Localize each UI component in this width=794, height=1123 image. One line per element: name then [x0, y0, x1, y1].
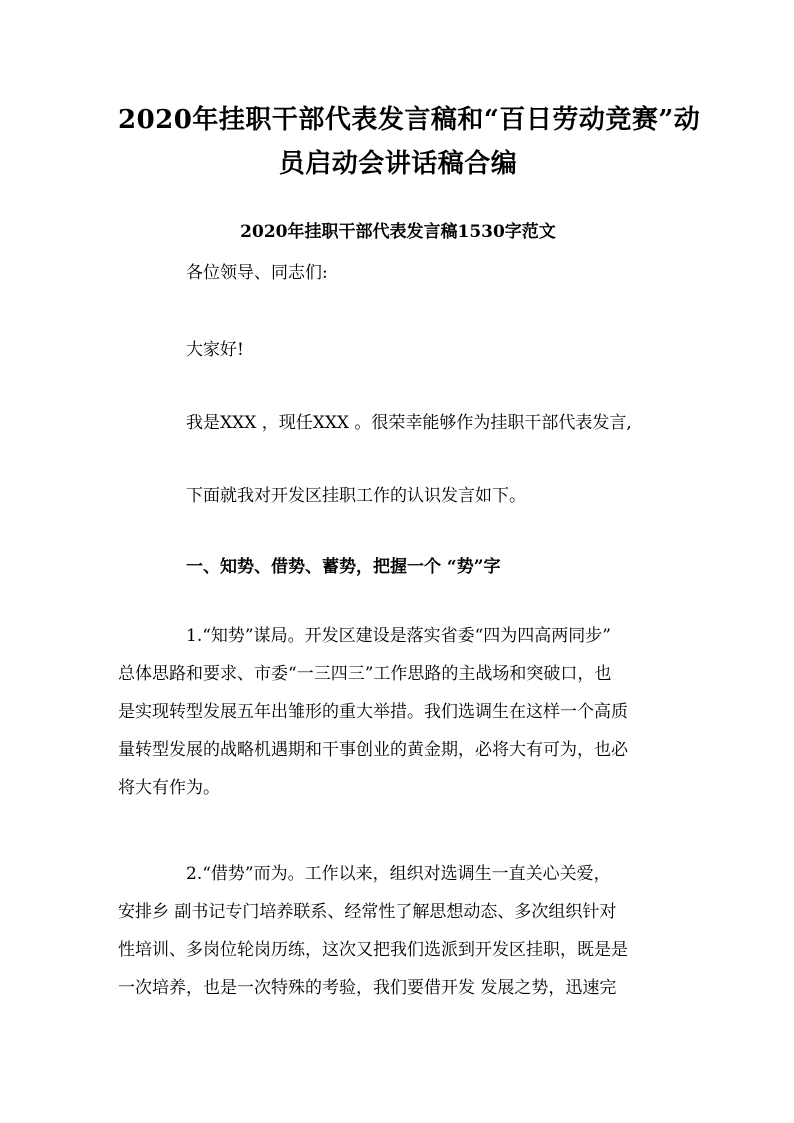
document-title: [118, 98, 701, 186]
intro-line-2: 下面就我对开发区挂职工作的认识发言如下。: [186, 486, 526, 506]
paragraph-2-line: 一次培养，也是一次特殊的考验，我们要借开发 发展之势，迅速完: [118, 978, 617, 998]
paragraph-2-line: 安排乡 副书记专门培养联系、经常性了解思想动态、多次组织针对: [118, 902, 617, 922]
title-line-2: 员启动会讲话稿合编: [278, 149, 518, 179]
document-subtitle: 2020年挂职干部代表发言稿1530字范文: [240, 222, 556, 242]
paragraph-1-line: 是实现转型发展五年出雏形的重大举措。我们选调生在这样一个高质: [118, 702, 628, 722]
paragraph-1: [118, 617, 698, 807]
paragraph-2: [118, 855, 698, 1007]
intro-line-1: 我是XXX ，现任XXX 。很荣幸能够作为挂职干部代表发言,: [186, 413, 632, 433]
paragraph-2-line: 性培训、多岗位轮岗历练，这次又把我们选派到开发区挂职，既是是: [118, 940, 628, 960]
paragraph-1-line: 1.“知势”谋局。开发区建设是落实省委“四为四高两同步”: [186, 626, 611, 646]
hello: 大家好!: [186, 340, 244, 360]
paragraph-1-line: 量转型发展的战略机遇期和干事创业的黄金期，必将大有可为，也必: [118, 740, 628, 760]
title-line-1: 2020年挂职干部代表发言稿和“百日劳动竞赛”动: [118, 105, 701, 135]
section-1-heading: 一、知势、借势、蓄势，把握一个 “势”字: [186, 557, 501, 577]
paragraph-2-line: 2.“借势”而为。工作以来，组织对选调生一直关心关爱，: [186, 864, 611, 884]
paragraph-1-line: 总体思路和要求、市委“一三四三”工作思路的主战场和突破口，也: [118, 664, 612, 684]
greeting: 各位领导、同志们:: [186, 263, 328, 283]
paragraph-1-line: 将大有作为。: [118, 778, 220, 798]
